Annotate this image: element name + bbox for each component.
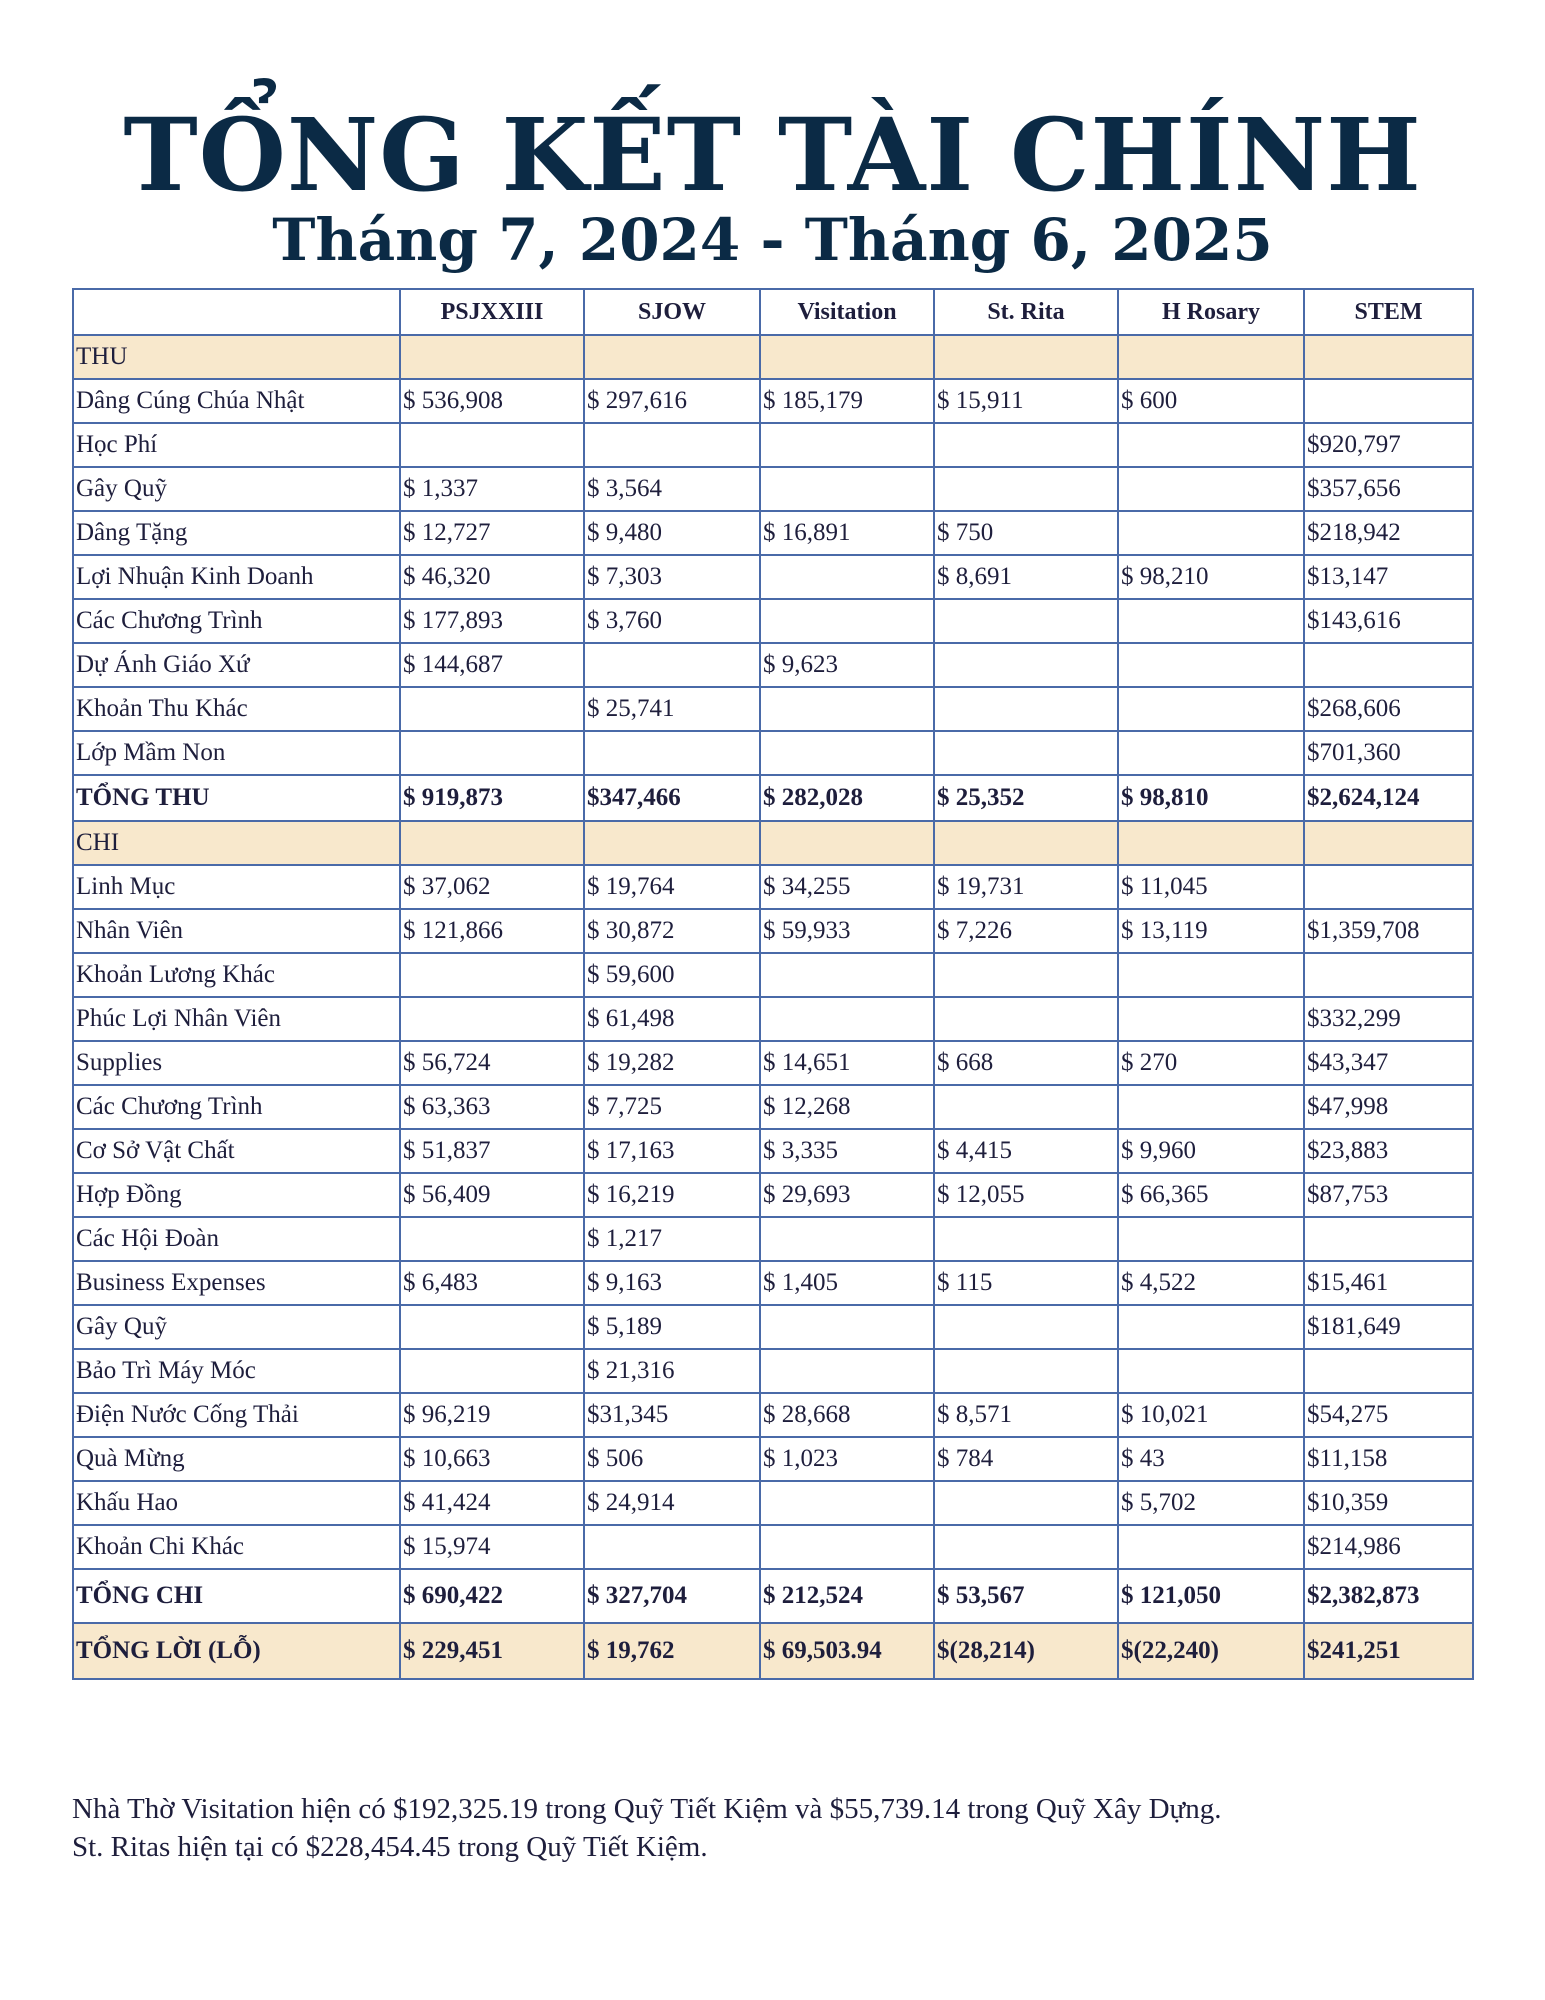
expense-row (73, 997, 1473, 1041)
row-label: Dâng Cúng Chúa Nhật (73, 379, 400, 423)
value-cell: $ 3,760 (584, 599, 760, 643)
value-cell (1118, 687, 1304, 731)
section-fill-cell (1118, 821, 1304, 865)
value-cell: $ 668 (934, 1041, 1118, 1085)
value-cell (400, 997, 584, 1041)
value-cell: $143,616 (1304, 599, 1473, 643)
expense-row (73, 1393, 1473, 1437)
value-cell (1304, 953, 1473, 997)
value-cell (584, 423, 760, 467)
value-cell: $ 9,480 (584, 511, 760, 555)
value-cell: $ 1,217 (584, 1217, 760, 1261)
section-fill-cell (760, 821, 934, 865)
value-cell: $ 212,524 (760, 1569, 934, 1623)
value-cell: $ 46,320 (400, 555, 584, 599)
value-cell: $2,624,124 (1304, 775, 1473, 821)
value-cell: $ 34,255 (760, 865, 934, 909)
value-cell: $ 270 (1118, 1041, 1304, 1085)
value-cell (934, 1349, 1118, 1393)
row-label: Gây Quỹ (73, 467, 400, 511)
value-cell: $ 1,023 (760, 1437, 934, 1481)
value-cell: $ 59,933 (760, 909, 934, 953)
notes (72, 1790, 1472, 1866)
value-cell: $ 19,731 (934, 865, 1118, 909)
row-label: Khoản Lương Khác (73, 953, 400, 997)
value-cell: $ 121,866 (400, 909, 584, 953)
row-label: Lợi Nhuận Kinh Doanh (73, 555, 400, 599)
value-cell: $ 282,028 (760, 775, 934, 821)
value-cell: $ 96,219 (400, 1393, 584, 1437)
value-cell: $ 10,021 (1118, 1393, 1304, 1437)
value-cell: $ 56,724 (400, 1041, 584, 1085)
value-cell: $ 1,337 (400, 467, 584, 511)
value-cell: $47,998 (1304, 1085, 1473, 1129)
value-cell: $ 4,415 (934, 1129, 1118, 1173)
value-cell: $ 12,055 (934, 1173, 1118, 1217)
value-cell: $ 9,960 (1118, 1129, 1304, 1173)
value-cell: $ 98,810 (1118, 775, 1304, 821)
column-header: STEM (1304, 289, 1473, 335)
value-cell (760, 997, 934, 1041)
value-cell (760, 687, 934, 731)
value-cell (934, 1305, 1118, 1349)
value-cell (760, 1481, 934, 1525)
income-row (73, 555, 1473, 599)
value-cell: $ 115 (934, 1261, 1118, 1305)
value-cell: $ 21,316 (584, 1349, 760, 1393)
value-cell: $ 19,762 (584, 1623, 760, 1679)
value-cell (584, 731, 760, 775)
value-cell (1118, 467, 1304, 511)
expense-row (73, 1305, 1473, 1349)
value-cell: $ 6,483 (400, 1261, 584, 1305)
row-label: Các Chương Trình (73, 599, 400, 643)
value-cell (400, 1349, 584, 1393)
income-row (73, 423, 1473, 467)
value-cell (1118, 997, 1304, 1041)
value-cell (760, 467, 934, 511)
section-fill-cell (934, 821, 1118, 865)
value-cell: $ 59,600 (584, 953, 760, 997)
value-cell (934, 423, 1118, 467)
value-cell (934, 1481, 1118, 1525)
value-cell: $ 144,687 (400, 643, 584, 687)
section-fill-cell (400, 821, 584, 865)
value-cell (1118, 423, 1304, 467)
value-cell (1118, 1305, 1304, 1349)
row-label: Khấu Hao (73, 1481, 400, 1525)
value-cell (934, 731, 1118, 775)
value-cell: $ 12,727 (400, 511, 584, 555)
section-fill-cell (934, 335, 1118, 379)
column-header: St. Rita (934, 289, 1118, 335)
value-cell: $15,461 (1304, 1261, 1473, 1305)
value-cell: $ 5,702 (1118, 1481, 1304, 1525)
value-cell (1118, 1085, 1304, 1129)
value-cell: $ 297,616 (584, 379, 760, 423)
value-cell (1304, 865, 1473, 909)
row-label: Điện Nước Cống Thải (73, 1393, 400, 1437)
value-cell (400, 1305, 584, 1349)
value-cell (400, 423, 584, 467)
value-cell: $ 9,623 (760, 643, 934, 687)
value-cell: $11,158 (1304, 1437, 1473, 1481)
value-cell: $357,656 (1304, 467, 1473, 511)
expense-row (73, 953, 1473, 997)
expense-row (73, 1261, 1473, 1305)
value-cell: $ 600 (1118, 379, 1304, 423)
expense-row (73, 1041, 1473, 1085)
value-cell: $214,986 (1304, 1525, 1473, 1569)
row-label: TỔNG THU (73, 775, 400, 821)
row-label: Các Hội Đoàn (73, 1217, 400, 1261)
value-cell (1118, 953, 1304, 997)
value-cell: $ 5,189 (584, 1305, 760, 1349)
expense-row (73, 1173, 1473, 1217)
financial-summary-table (72, 288, 1474, 1680)
value-cell (934, 687, 1118, 731)
section-fill-cell (1304, 335, 1473, 379)
income-row (73, 467, 1473, 511)
value-cell: $ 185,179 (760, 379, 934, 423)
expense-row (73, 1481, 1473, 1525)
net-total-row (73, 1623, 1473, 1679)
expense-section-row (73, 821, 1473, 865)
value-cell: $ 7,303 (584, 555, 760, 599)
row-label: Phúc Lợi Nhân Viên (73, 997, 400, 1041)
row-label: Khoản Thu Khác (73, 687, 400, 731)
value-cell: $ 690,422 (400, 1569, 584, 1623)
value-cell: $ 229,451 (400, 1623, 584, 1679)
value-cell: $ 19,282 (584, 1041, 760, 1085)
value-cell: $ 7,725 (584, 1085, 760, 1129)
value-cell: $920,797 (1304, 423, 1473, 467)
value-cell (1118, 643, 1304, 687)
value-cell (1118, 511, 1304, 555)
row-label: Dự Ánh Giáo Xứ (73, 643, 400, 687)
income-row (73, 643, 1473, 687)
row-label: Dâng Tặng (73, 511, 400, 555)
row-label: Cơ Sở Vật Chất (73, 1129, 400, 1173)
expense-row (73, 865, 1473, 909)
column-header: H Rosary (1118, 289, 1304, 335)
value-cell: $ 121,050 (1118, 1569, 1304, 1623)
value-cell: $701,360 (1304, 731, 1473, 775)
value-cell: $ 29,693 (760, 1173, 934, 1217)
value-cell (1118, 599, 1304, 643)
value-cell: $(28,214) (934, 1623, 1118, 1679)
value-cell: $ 750 (934, 511, 1118, 555)
income-row (73, 687, 1473, 731)
value-cell (584, 643, 760, 687)
value-cell (1304, 379, 1473, 423)
value-cell: $23,883 (1304, 1129, 1473, 1173)
value-cell (760, 555, 934, 599)
header-row (73, 289, 1473, 335)
value-cell: $ 53,567 (934, 1569, 1118, 1623)
value-cell (760, 1349, 934, 1393)
row-label: TỔNG CHI (73, 1569, 400, 1623)
column-header: PSJXXIII (400, 289, 584, 335)
value-cell (760, 1525, 934, 1569)
expense-row (73, 1525, 1473, 1569)
value-cell (760, 1217, 934, 1261)
value-cell: $31,345 (584, 1393, 760, 1437)
value-cell: $ 14,651 (760, 1041, 934, 1085)
value-cell: $87,753 (1304, 1173, 1473, 1217)
value-cell: $ 28,668 (760, 1393, 934, 1437)
value-cell: $ 17,163 (584, 1129, 760, 1173)
row-label: Nhân Viên (73, 909, 400, 953)
value-cell: $ 8,691 (934, 555, 1118, 599)
value-cell (760, 953, 934, 997)
expense-row (73, 909, 1473, 953)
section-fill-cell (760, 335, 934, 379)
section-fill-cell (1304, 821, 1473, 865)
value-cell (760, 423, 934, 467)
column-header: Visitation (760, 289, 934, 335)
value-cell: $ 37,062 (400, 865, 584, 909)
value-cell (400, 1217, 584, 1261)
value-cell (760, 731, 934, 775)
value-cell (400, 953, 584, 997)
value-cell: $ 12,268 (760, 1085, 934, 1129)
value-cell: $ 15,911 (934, 379, 1118, 423)
value-cell: $ 13,119 (1118, 909, 1304, 953)
expense-row (73, 1349, 1473, 1393)
row-label: Business Expenses (73, 1261, 400, 1305)
page-title: TỔNG KẾT TÀI CHÍNH (123, 96, 1422, 214)
row-label: TỔNG LỜI (LỖ) (73, 1623, 400, 1679)
value-cell: $ 19,764 (584, 865, 760, 909)
value-cell: $ 16,891 (760, 511, 934, 555)
value-cell (934, 1085, 1118, 1129)
row-label: Linh Mục (73, 865, 400, 909)
value-cell: $43,347 (1304, 1041, 1473, 1085)
row-label: Học Phí (73, 423, 400, 467)
section-fill-cell (584, 821, 760, 865)
row-label: Supplies (73, 1041, 400, 1085)
value-cell: $268,606 (1304, 687, 1473, 731)
page-subtitle: Tháng 7, 2024 - Tháng 6, 2025 (272, 206, 1273, 274)
value-cell: $ 61,498 (584, 997, 760, 1041)
income-row (73, 511, 1473, 555)
value-cell: $347,466 (584, 775, 760, 821)
note-line: Nhà Thờ Visitation hiện có $192,325.19 trong Quỹ Tiết Kiệm và $55,739.14 trong Quỹ Xây Dựng. (72, 1793, 1222, 1825)
section-fill-cell (584, 335, 760, 379)
income-row (73, 379, 1473, 423)
value-cell: $13,147 (1304, 555, 1473, 599)
row-label: Lớp Mầm Non (73, 731, 400, 775)
value-cell (1118, 731, 1304, 775)
row-label: Gây Quỹ (73, 1305, 400, 1349)
value-cell: $ 51,837 (400, 1129, 584, 1173)
value-cell: $ 15,974 (400, 1525, 584, 1569)
value-cell: $ 25,741 (584, 687, 760, 731)
row-label: Các Chương Trình (73, 1085, 400, 1129)
value-cell: $ 177,893 (400, 599, 584, 643)
value-cell: $ 784 (934, 1437, 1118, 1481)
column-header: SJOW (584, 289, 760, 335)
value-cell (934, 643, 1118, 687)
value-cell: $ 66,365 (1118, 1173, 1304, 1217)
value-cell (760, 599, 934, 643)
value-cell: $ 9,163 (584, 1261, 760, 1305)
value-cell: $(22,240) (1118, 1623, 1304, 1679)
value-cell (400, 731, 584, 775)
value-cell: $ 1,405 (760, 1261, 934, 1305)
income-section-row (73, 335, 1473, 379)
value-cell: $332,299 (1304, 997, 1473, 1041)
value-cell: $ 56,409 (400, 1173, 584, 1217)
value-cell: $ 41,424 (400, 1481, 584, 1525)
section-label: THU (73, 335, 400, 379)
value-cell: $181,649 (1304, 1305, 1473, 1349)
value-cell: $ 3,564 (584, 467, 760, 511)
expense-row (73, 1217, 1473, 1261)
value-cell: $ 24,914 (584, 1481, 760, 1525)
expense-total-row (73, 1569, 1473, 1623)
value-cell (934, 467, 1118, 511)
value-cell (1304, 1217, 1473, 1261)
value-cell: $ 30,872 (584, 909, 760, 953)
column-header (73, 289, 400, 335)
row-label: Hợp Đồng (73, 1173, 400, 1217)
value-cell: $10,359 (1304, 1481, 1473, 1525)
value-cell (1118, 1349, 1304, 1393)
row-label: Quà Mừng (73, 1437, 400, 1481)
value-cell (1304, 1349, 1473, 1393)
value-cell: $ 11,045 (1118, 865, 1304, 909)
value-cell (934, 1217, 1118, 1261)
value-cell: $ 10,663 (400, 1437, 584, 1481)
value-cell: $ 16,219 (584, 1173, 760, 1217)
row-label: Khoản Chi Khác (73, 1525, 400, 1569)
value-cell (1118, 1217, 1304, 1261)
income-row (73, 599, 1473, 643)
value-cell (934, 953, 1118, 997)
value-cell (584, 1525, 760, 1569)
income-row (73, 731, 1473, 775)
value-cell: $2,382,873 (1304, 1569, 1473, 1623)
value-cell: $1,359,708 (1304, 909, 1473, 953)
expense-row (73, 1129, 1473, 1173)
note-line: St. Ritas hiện tại có $228,454.45 trong Quỹ Tiết Kiệm. (72, 1831, 708, 1863)
value-cell: $241,251 (1304, 1623, 1473, 1679)
value-cell: $54,275 (1304, 1393, 1473, 1437)
value-cell: $ 919,873 (400, 775, 584, 821)
value-cell: $ 98,210 (1118, 555, 1304, 599)
value-cell: $ 506 (584, 1437, 760, 1481)
value-cell: $ 25,352 (934, 775, 1118, 821)
value-cell: $ 3,335 (760, 1129, 934, 1173)
value-cell: $ 7,226 (934, 909, 1118, 953)
expense-row (73, 1085, 1473, 1129)
row-label: Bảo Trì Máy Móc (73, 1349, 400, 1393)
value-cell (934, 997, 1118, 1041)
value-cell: $ 4,522 (1118, 1261, 1304, 1305)
value-cell: $ 63,363 (400, 1085, 584, 1129)
value-cell: $ 69,503.94 (760, 1623, 934, 1679)
value-cell (1118, 1525, 1304, 1569)
income-total-row (73, 775, 1473, 821)
value-cell: $218,942 (1304, 511, 1473, 555)
value-cell (760, 1305, 934, 1349)
value-cell: $ 536,908 (400, 379, 584, 423)
value-cell (934, 599, 1118, 643)
value-cell (400, 687, 584, 731)
section-fill-cell (400, 335, 584, 379)
value-cell: $ 43 (1118, 1437, 1304, 1481)
value-cell (1304, 643, 1473, 687)
value-cell: $ 8,571 (934, 1393, 1118, 1437)
value-cell (934, 1525, 1118, 1569)
section-fill-cell (1118, 335, 1304, 379)
section-label: CHI (73, 821, 400, 865)
value-cell: $ 327,704 (584, 1569, 760, 1623)
expense-row (73, 1437, 1473, 1481)
